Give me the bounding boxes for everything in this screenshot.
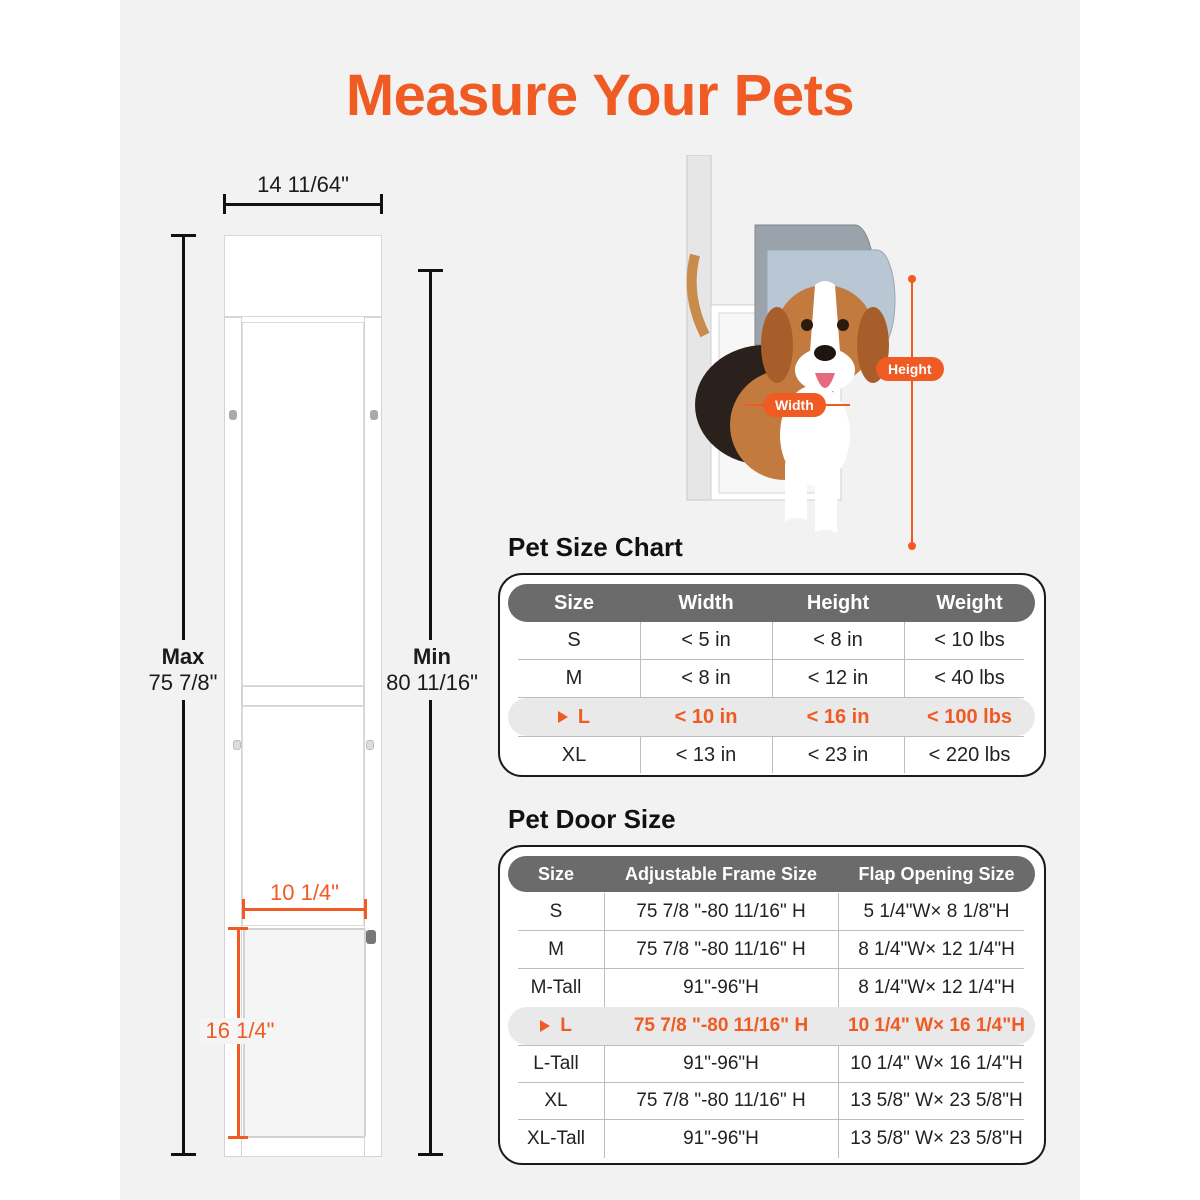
cell-width: < 13 in: [675, 743, 737, 766]
cell-height: < 23 in: [807, 743, 869, 766]
header-weight: Weight: [936, 591, 1003, 614]
dog-illustration: [675, 155, 965, 555]
cell-size: L-Tall: [533, 1053, 579, 1074]
cell-size: [508, 1007, 604, 1045]
cell-frame-size: 75 7/8 "-80 11/16" H: [636, 900, 806, 922]
table-row: [508, 893, 1035, 930]
cell-flap-size: 13 5/8" W× 23 5/8"H: [850, 1090, 1023, 1111]
chart-vsep-3b: [904, 736, 905, 773]
cell-size: M: [548, 938, 564, 960]
min-cap-bottom: [418, 1153, 443, 1156]
door-header-panel: [224, 235, 382, 317]
cell-frame-size: 75 7/8 "-80 11/16" H: [633, 1015, 809, 1036]
cell-size: [508, 698, 640, 736]
door-clip-left-icon: [233, 740, 241, 750]
height-measure-line: [911, 278, 913, 546]
flap-height-cap-top: [228, 927, 248, 930]
chart-vsep-3: [904, 622, 905, 698]
cell-size: S: [567, 629, 581, 651]
door-screw-right-icon: [370, 410, 378, 420]
min-label-box: [380, 640, 484, 700]
table-row-highlighted: [508, 1007, 1035, 1045]
cell-width: < 5 in: [681, 629, 731, 651]
flap-height-label: 16 1/4": [200, 1018, 280, 1044]
cell-frame-size: 75 7/8 "-80 11/16" H: [636, 1090, 806, 1111]
table-row: [508, 1083, 1035, 1119]
cell-flap-size: 8 1/4"W× 12 1/4"H: [858, 938, 1015, 960]
cell-size: XL-Tall: [526, 1128, 586, 1149]
cell-size: XL: [561, 743, 587, 766]
cell-size-text: L: [560, 1015, 572, 1036]
height-measure-dot-bottom: [908, 542, 916, 550]
door-vsep-2: [838, 893, 839, 1007]
pet-door-size-header: [508, 856, 1035, 892]
chart-vsep-2b: [772, 736, 773, 773]
top-width-cap-right: [380, 194, 383, 214]
cell-size: XL: [544, 1090, 568, 1111]
max-cap-top: [171, 234, 196, 237]
cell-flap-size: 10 1/4" W× 16 1/4"H: [848, 1015, 1025, 1036]
cell-weight: < 40 lbs: [934, 667, 1005, 689]
table-row: [508, 1046, 1035, 1082]
cell-weight: < 100 lbs: [926, 705, 1013, 728]
pet-size-chart-title: Pet Size Chart: [508, 532, 683, 562]
header-size: Size: [537, 863, 575, 884]
door-screw-left-icon: [229, 410, 237, 420]
top-width-label: 14 11/64": [257, 172, 349, 197]
table-row-highlighted: [508, 698, 1035, 736]
cell-height: < 12 in: [807, 667, 869, 689]
door-vsep-2b: [838, 1045, 839, 1158]
chart-vsep-2: [772, 622, 773, 698]
cell-frame-size: 91"-96"H: [683, 1128, 759, 1149]
cell-frame-size: 75 7/8 "-80 11/16" H: [636, 938, 806, 960]
table-row: [508, 931, 1035, 968]
header-frame-size: Adjustable Frame Size: [624, 863, 818, 884]
door-vsep-1: [604, 893, 605, 1007]
flap-width-line: [243, 908, 366, 911]
flap-width-cap-right: [364, 899, 367, 919]
pointer-triangle-icon: [540, 1020, 550, 1032]
table-row: [508, 1120, 1035, 1158]
table-row: [508, 969, 1035, 1006]
cell-size-text: L: [577, 705, 591, 728]
door-vsep-1b: [604, 1045, 605, 1158]
min-label: Min: [413, 644, 451, 669]
cell-weight: < 220 lbs: [928, 743, 1011, 766]
width-pill: Width: [763, 393, 826, 417]
chart-vsep-1b: [640, 736, 641, 773]
chart-vsep-1: [640, 622, 641, 698]
max-cap-bottom: [171, 1153, 196, 1156]
door-clip-right-icon: [366, 740, 374, 750]
top-width-line: [224, 203, 382, 206]
cell-flap-size: 8 1/4"W× 12 1/4"H: [858, 976, 1015, 998]
door-upper-glass: [242, 322, 364, 686]
top-width-cap-left: [223, 194, 226, 214]
flap-width-cap-left: [242, 899, 245, 919]
cell-flap-size: 13 5/8" W× 23 5/8"H: [850, 1128, 1023, 1149]
cell-frame-size: 91"-96"H: [683, 976, 759, 998]
header-height: Height: [806, 591, 870, 614]
dog-photo: [675, 155, 965, 555]
flap-lock-icon: [366, 930, 376, 944]
max-value: 75 7/8": [148, 670, 218, 695]
cell-width: < 10 in: [674, 705, 738, 728]
cell-width: < 8 in: [681, 667, 731, 689]
max-label-box: [130, 640, 236, 700]
door-middle-rail: [242, 686, 364, 706]
pet-size-chart-header: [508, 584, 1035, 622]
cell-size: S: [549, 900, 563, 922]
door-right-rail: [364, 317, 382, 1157]
height-measure-dot-top: [908, 275, 916, 283]
cell-height: < 16 in: [806, 705, 870, 728]
pointer-triangle-icon: [558, 711, 568, 723]
header-size: Size: [553, 591, 595, 614]
min-line: [429, 270, 432, 1155]
cell-weight: < 10 lbs: [934, 629, 1005, 651]
flap-height-cap-bottom: [228, 1136, 248, 1139]
min-value: 80 11/16": [386, 670, 478, 695]
page-title: Measure Your Pets: [345, 63, 855, 128]
cell-flap-size: 10 1/4" W× 16 1/4"H: [850, 1053, 1023, 1074]
cell-size: M-Tall: [530, 976, 582, 998]
height-pill: Height: [876, 357, 944, 381]
cell-frame-size: 91"-96"H: [683, 1053, 759, 1074]
cell-size: M: [565, 667, 583, 689]
cell-height: < 8 in: [813, 629, 863, 651]
flap-width-label: 10 1/4": [270, 880, 339, 905]
max-label: Max: [161, 644, 205, 669]
header-width: Width: [678, 591, 734, 614]
pet-door-size-title: Pet Door Size: [508, 804, 676, 834]
min-cap-top: [418, 269, 443, 272]
header-flap-size: Flap Opening Size: [858, 863, 1015, 884]
cell-flap-size: 5 1/4"W× 8 1/8"H: [863, 900, 1010, 922]
